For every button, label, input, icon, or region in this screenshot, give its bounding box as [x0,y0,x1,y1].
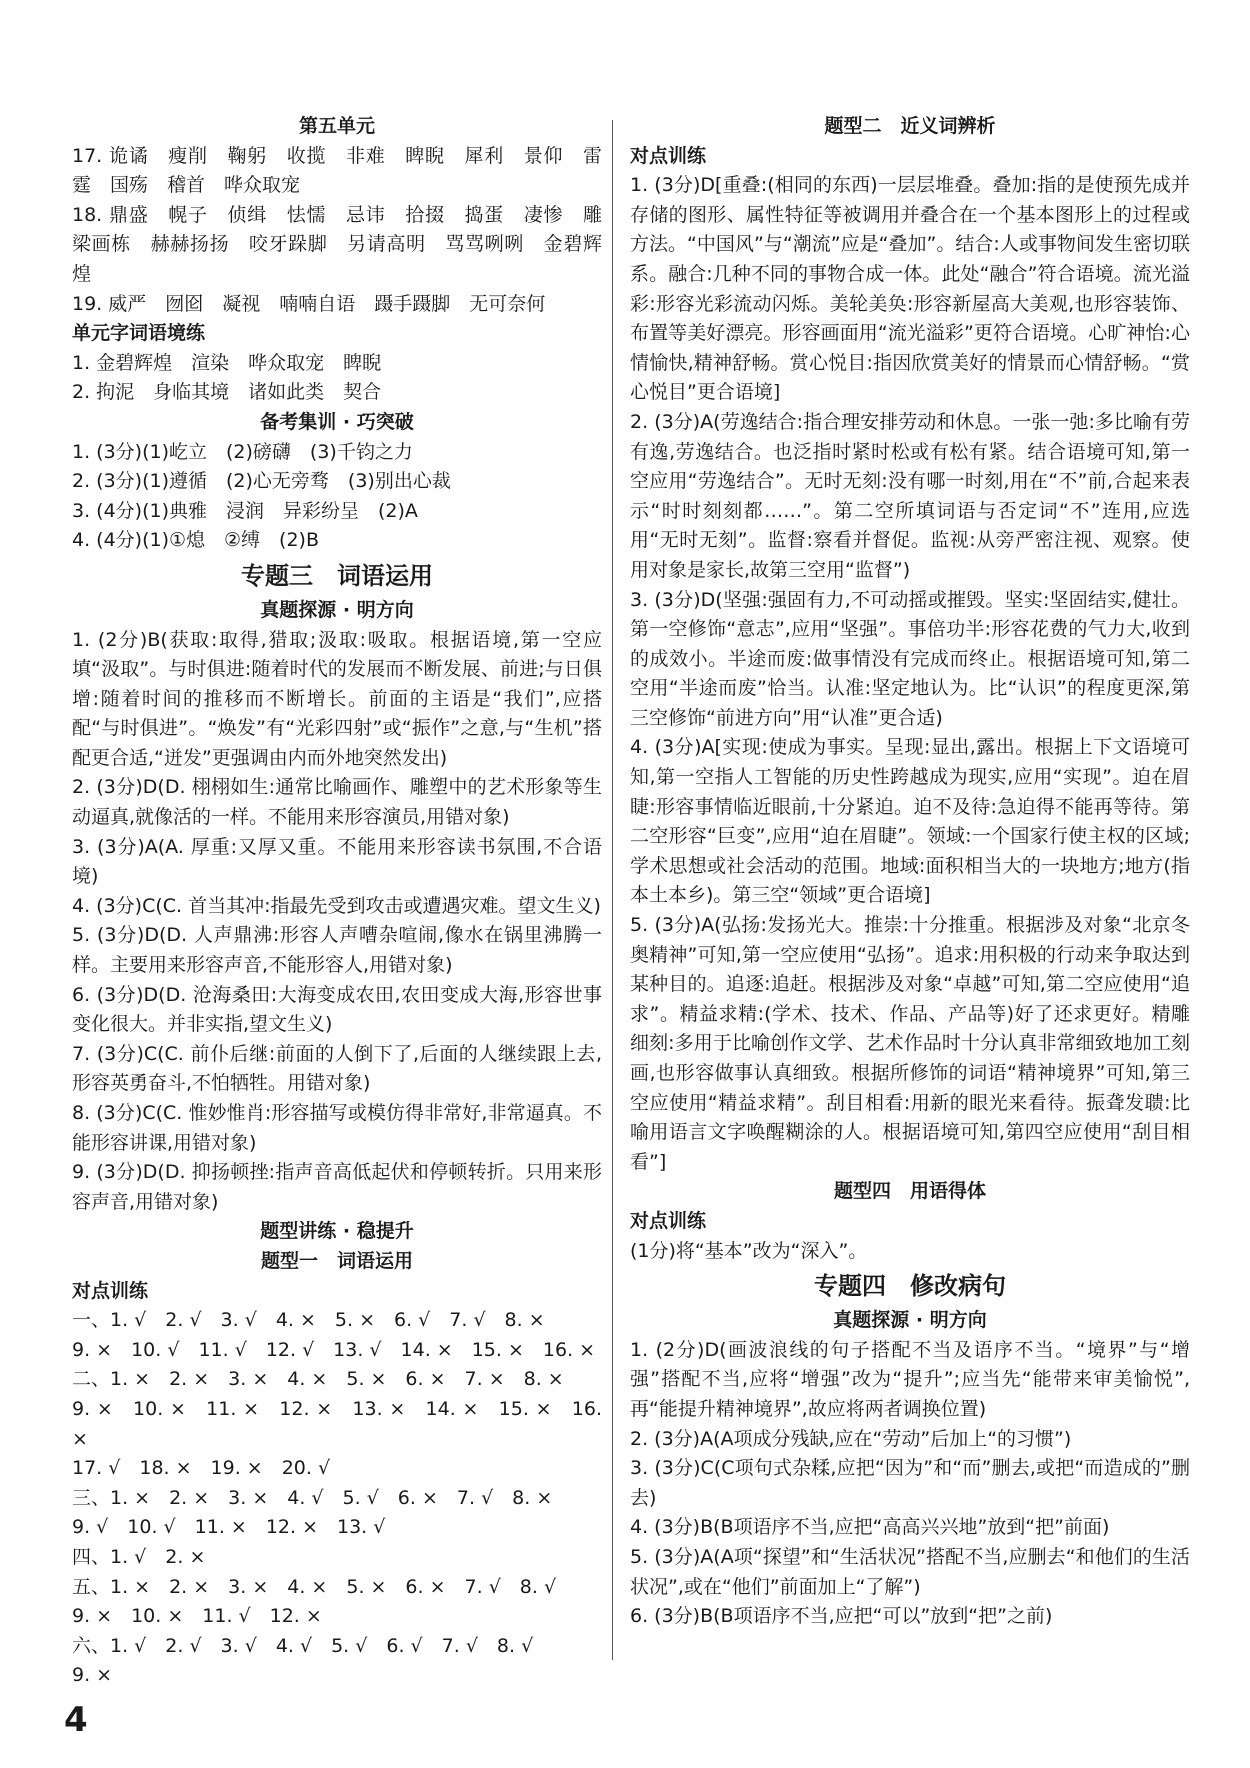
paragraph: 9. × [72,1664,113,1687]
page-number: 4 [64,1700,88,1740]
paragraph: 9. × 10. √ 11. √ 12. √ 13. √ 14. × 15. × 16. × [72,1338,596,1361]
paragraph: 5. (3分)D(D. 人声鼎沸:形容人声嘈杂喧闹,像水在锅里沸腾一样。主要用来形容声音,不能形容人,用错对象) [72,924,602,977]
subsection-label: 对点训练 [630,144,707,167]
paragraph: 2. (3分)A(A项成分残缺,应在“劳动”后加上“的习惯”) [630,1427,1072,1450]
paragraph: 1. (3分)D[重叠:(相同的东西)一层层堆叠。叠加:指的是使预先成并存储的图形、属性特征等被调用并叠合在一个基本图形上的过程或方法。“中国风”与“潮流”应是“叠加”。结合:人或事物间发生密切联系。融合:几种不同的事物合成一体。此处“融合”符合语境。流光溢彩:形容光彩流动闪烁。美轮美奂:形容新屋高大美观,也形容装饰、布置等美好漂亮。形容画面用“流光溢彩”更符合语境。心旷神怡:心情愉快,精神舒畅。赏心悦目:指因欣赏美好的情景而心情舒畅。“赏心悦目”更合语境] [630,174,1190,404]
paragraph: 二、1. × 2. × 3. × 4. × 5. × 6. × 7. × 8. × [72,1368,564,1391]
paragraph: 3. (3分)D(坚强:强固有力,不可动摇或摧毁。坚实:坚固结实,健壮。第一空修饰“意志”,应用“坚强”。事倍功半:形容花费的气力大,收到的成效小。半途而废:做事情没有完成而终止。根据语境可知,第二空用“半途而废”恰当。认准:坚定地认为。比“认识”的程度更深,第三空修饰“前进方向”用“认准”更合适) [630,588,1190,729]
paragraph: 9. × 10. × 11. × 12. × 13. × 14. × 15. × 16. × [72,1397,602,1450]
right-column [630,112,1190,1632]
paragraph: 5. (3分)A(弘扬:发扬光大。推崇:十分推重。根据涉及对象“北京冬奥精神”可知,第一空应使用“弘扬”。追求:用积极的行动来争取达到某种目的。追逐:追赶。根据涉及对象“卓越”可知,第二空应使用“追求”。精益求精:(学术、技术、作品、产品等)好了还求更好。精雕细刻:多用于比喻创作文学、艺术作品时十分认真非常细致地加工刻画,也形容做事认真细致。根据所修饰的词语“精神境界”可知,第三空应使用“精益求精”。刮目相看:用新的眼光来看待。振聋发聩:比喻用语言文字唤醒糊涂的人。根据语境可知,第四空应使用“刮目相看”] [630,914,1190,1173]
paragraph: 9. (3分)D(D. 抑扬顿挫:指声音高低起伏和停顿转折。只用来形容声音,用错对象) [72,1161,602,1213]
section-heading: 第五单元 [298,115,375,137]
paragraph: 3. (3分)C(C项句式杂糅,应把“因为”和“而”删去,或把“而造成的”删去) [630,1457,1190,1509]
topic-title: 专题三 词语运用 [241,561,433,590]
paragraph: 9. √ 10. √ 11. × 12. × 13. √ [72,1516,386,1539]
section-heading: 题型四 用语得体 [833,1180,986,1203]
section-heading: 备考集训 · 巧突破 [260,410,414,433]
paragraph: 1. 金碧辉煌 渲染 哗众取宠 睥睨 [72,351,382,374]
paragraph: (1分)将“基本”改为“深入”。 [630,1239,868,1262]
topic-title: 专题四 修改病句 [814,1272,1006,1301]
column-divider [612,120,613,1660]
section-heading: 题型二 近义词辨析 [824,115,996,137]
paragraph: 5. (3分)A(A项“探望”和“生活状况”搭配不当,应删去“和他们的生活状况”,或在“他们”前面加上“了解”) [630,1545,1190,1598]
paragraph: 六、1. √ 2. √ 3. √ 4. √ 5. √ 6. √ 7. √ 8. √ [72,1634,534,1657]
section-heading: 题型一 词语运用 [260,1249,413,1272]
paragraph: 3. (4分)(1)典雅 浸润 异彩纷呈 (2)A [72,499,418,522]
paragraph: 2. (3分)D(D. 栩栩如生:通常比喻画作、雕塑中的艺术形象等生动逼真,就像活的一样。不能用来形容演员,用错对象) [72,776,602,829]
section-heading: 题型讲练 · 稳提升 [260,1220,414,1243]
paragraph: 8. (3分)C(C. 惟妙惟肖:形容描写或模仿得非常好,非常逼真。不能形容讲课,用错对象) [72,1102,602,1154]
paragraph: 9. × 10. × 11. √ 12. × [72,1605,322,1628]
paragraph: 17. 诡谲 瘦削 鞠躬 收揽 非难 睥睨 犀利 景仰 雷霆 国殇 稽首 哗众取宠 [72,144,602,197]
paragraph: 四、1. √ 2. × [72,1545,206,1568]
paragraph: 三、1. × 2. × 3. × 4. √ 5. √ 6. × 7. √ 8. × [72,1486,553,1509]
paragraph: 4. (3分)B(B项语序不当,应把“高高兴兴地”放到“把”前面) [630,1516,1110,1539]
paragraph: 1. (2分)D(画波浪线的句子搭配不当及语序不当。“境界”与“增强”搭配不当,应将“增强”改为“提升”;应当先“能带来审美愉悦”,再“能提升精神境界”,故应将两者调换位置) [630,1338,1190,1420]
paragraph: 19. 威严 囫囵 凝视 喃喃自语 蹑手蹑脚 无可奈何 [72,292,546,315]
subsection-label: 对点训练 [630,1209,707,1232]
paragraph: 7. (3分)C(C. 前仆后继:前面的人倒下了,后面的人继续跟上去,形容英勇奋斗,不怕牺牲。用错对象) [72,1042,602,1095]
paragraph: 4. (4分)(1)①熄 ②缚 (2)B [72,529,320,552]
left-column [72,112,602,1691]
subsection-label: 单元字词语境练 [72,322,206,345]
paragraph: 4. (3分)C(C. 首当其冲:指最先受到攻击或遭遇灾难。望文生义) [72,894,601,917]
paragraph: 6. (3分)B(B项语序不当,应把“可以”放到“把”之前) [630,1605,1053,1628]
paragraph: 18. 鼎盛 幌子 侦缉 怯懦 忌讳 拾掇 捣蛋 凄惨 雕梁画栋 赫赫扬扬 咬牙跺脚 另请高明 骂骂咧咧 金碧辉煌 [72,203,602,285]
section-heading: 真题探源 · 明方向 [260,598,414,621]
paragraph: 2. (3分)(1)遵循 (2)心无旁骛 (3)别出心裁 [72,470,451,493]
paragraph: 2. (3分)A(劳逸结合:指合理安排劳动和休息。一张一弛:多比喻有劳有逸,劳逸结合。也泛指时紧时松或有松有紧。结合语境可知,第一空应用“劳逸结合”。无时无刻:没有哪一时刻,用在“不”前,合起来表示“时时刻刻都……”。第二空所填词语与否定词“不”连用,应选用“无时无刻”。监督:察看并督促。监视:从旁严密注视、观察。使用对象是家长,故第三空用“监督”) [630,410,1190,581]
paragraph: 五、1. × 2. × 3. × 4. × 5. × 6. × 7. √ 8. √ [72,1575,557,1598]
paragraph: 一、1. √ 2. √ 3. √ 4. × 5. × 6. √ 7. √ 8. × [72,1309,545,1332]
subsection-label: 对点训练 [72,1279,149,1302]
section-heading: 真题探源 · 明方向 [833,1309,987,1332]
paragraph: 2. 拘泥 身临其境 诸如此类 契合 [72,381,382,404]
paragraph: 6. (3分)D(D. 沧海桑田:大海变成农田,农田变成大海,形容世事变化很大。并非实指,望文生义) [72,983,602,1036]
paragraph: 1. (3分)(1)屹立 (2)磅礴 (3)千钧之力 [72,440,413,463]
paragraph: 17. √ 18. × 19. × 20. √ [72,1457,331,1480]
paragraph: 4. (3分)A[实现:使成为事实。呈现:显出,露出。根据上下文语境可知,第一空指人工智能的历史性跨越成为现实,应用“实现”。迫在眉睫:形容事情临近眼前,十分紧迫。迫不及待:急迫得不能再等待。第二空形容“巨变”,应用“迫在眉睫”。领域:一个国家行使主权的区域;学术思想或社会活动的范围。地域:面积相当大的一块地方;地方(指本土本乡)。第三空“领域”更合语境] [630,736,1190,907]
paragraph: 3. (3分)A(A. 厚重:又厚又重。不能用来形容读书氛围,不合语境) [72,835,602,888]
paragraph: 1. (2分)B(获取:取得,猎取;汲取:吸取。根据语境,第一空应填“汲取”。与时俱进:随着时代的发展而不断发展、前进;与日俱增:随着时间的推移而不断增长。前面的主语是“我们”,应搭配“与时俱进”。“焕发”有“光彩四射”或“振作”之意,与“生机”搭配更合适,“迸发”更强调由内而外地突然发出) [72,628,602,769]
